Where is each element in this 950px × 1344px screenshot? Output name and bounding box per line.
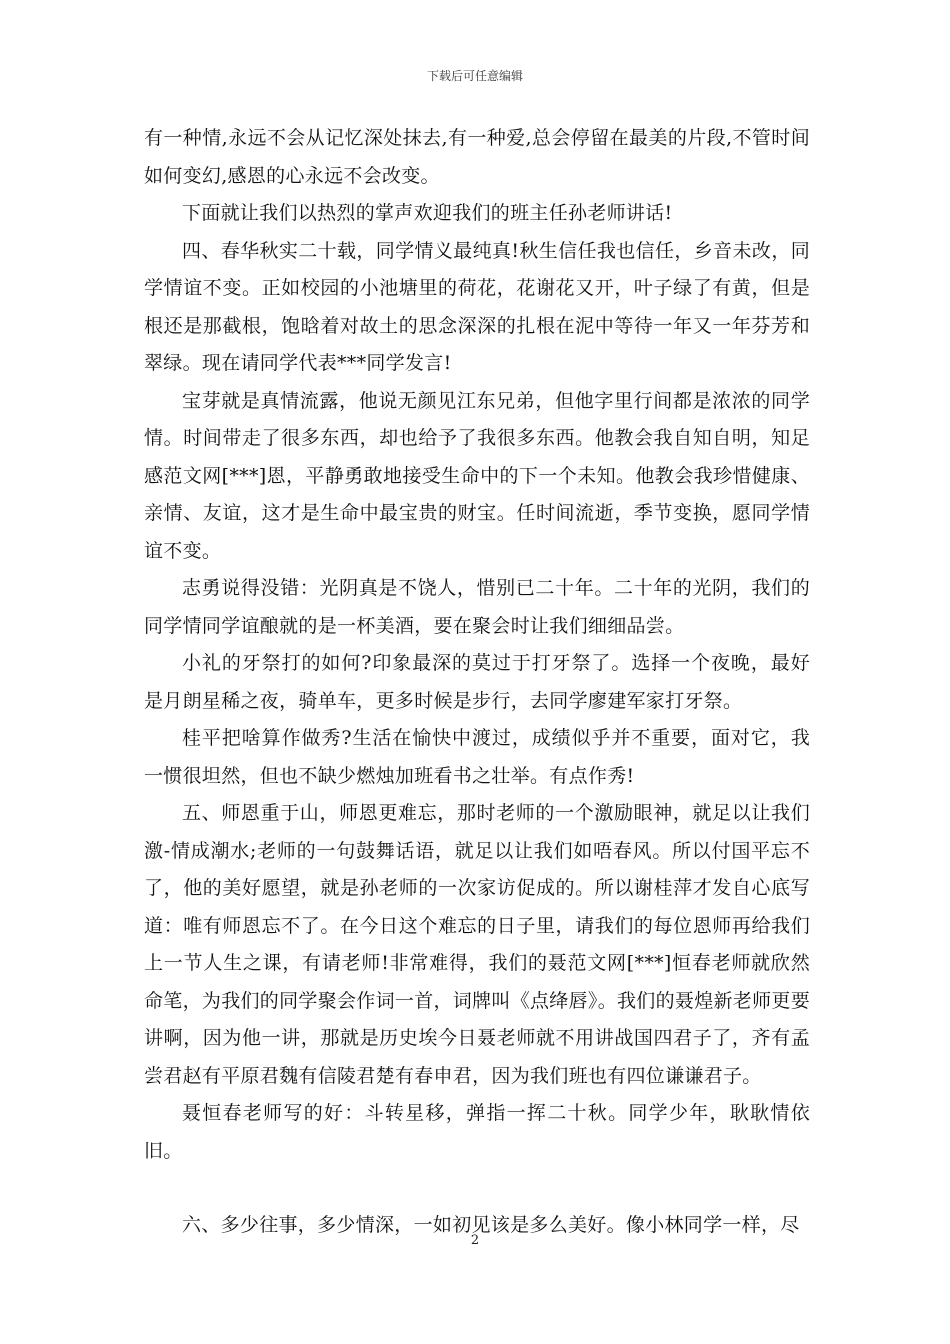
paragraph: 志勇说得没错：光阴真是不饶人，惜别已二十年。二十年的光阴，我们的同学情同学谊酿就的是一杯美酒，要在聚会时让我们细细品尝。: [144, 577, 810, 637]
paragraph: 下面就让我们以热烈的掌声欢迎我们的班主任孙老师讲话!: [182, 202, 673, 224]
document-body: [144, 120, 810, 1245]
paragraph: 宝芽就是真情流露，他说无颜见江东兄弟，但他字里行间都是浓浓的同学情。时间带走了很多东西，却也给予了我很多东西。他教会我自知自明，知足感范文网[***]恩，平静勇敢地接受生命中的下一个未知。他教会我珍惜健康、亲情、友谊，这才是生命中最宝贵的财宝。任时间流逝，季节变换，愿同学情谊不变。: [144, 389, 810, 562]
paragraph: 六、多少往事，多少情深，一如初见该是多么美好。像小林同学一样，尽: [182, 1214, 800, 1236]
page-header: 下载后可任意编辑: [426, 69, 523, 83]
paragraph: 聂恒春老师写的好：斗转星移，弹指一挥二十秋。同学少年，耿耿情依旧。: [144, 1102, 810, 1162]
paragraph: 五、师恩重于山，师恩更难忘，那时老师的一个激励眼神，就足以让我们激-情成潮水;老师的一句鼓舞话语，就足以让我们如唔春风。所以付国平忘不了，他的美好愿望，就是孙老师的一次家访促成的。所以谢桂萍才发自心底写道：唯有师恩忘不了。在今日这个难忘的日子里，请我们的每位恩师再给我们上一节人生之课，有请老师!非常难得，我们的聂范文网[***]恒春老师就欣然命笔，为我们的同学聚会作词一首，词牌叫《点绛唇》。我们的聂煌新老师更要讲啊，因为他一讲，那就是历史埃今日聂老师就不用讲战国四君子了，齐有孟尝君赵有平原君魏有信陵君楚有春申君，因为我们班也有四位谦谦君子。: [144, 802, 811, 1087]
paragraph: 有一种情,永远不会从记忆深处抹去,有一种爱,总会停留在最美的片段,不管时间如何变幻,感恩的心永远不会改变。: [144, 127, 810, 187]
page-number: 2: [470, 1233, 480, 1248]
paragraph: 桂平把啥算作做秀?生活在愉快中渡过，成绩似乎并不重要，面对它，我一惯很坦然，但也不缺少燃烛加班看书之壮举。有点作秀!: [144, 727, 810, 787]
paragraph-spacer: [144, 1170, 810, 1207]
paragraph: 四、春华秋实二十载，同学情义最纯真!秋生信任我也信任，乡音未改，同学情谊不变。正如校园的小池塘里的荷花，花谢花又开，叶子绿了有黄，但是根还是那截根，饱晗着对故土的思念深深的扎根在泥中等待一年又一年芬芳和翠绿。现在请同学代表***同学发言!: [144, 239, 810, 374]
paragraph: 小礼的牙祭打的如何?印象最深的莫过于打牙祭了。选择一个夜晚，最好是月朗星稀之夜，骑单车，更多时候是步行，去同学廖建军家打牙祭。: [144, 652, 810, 712]
